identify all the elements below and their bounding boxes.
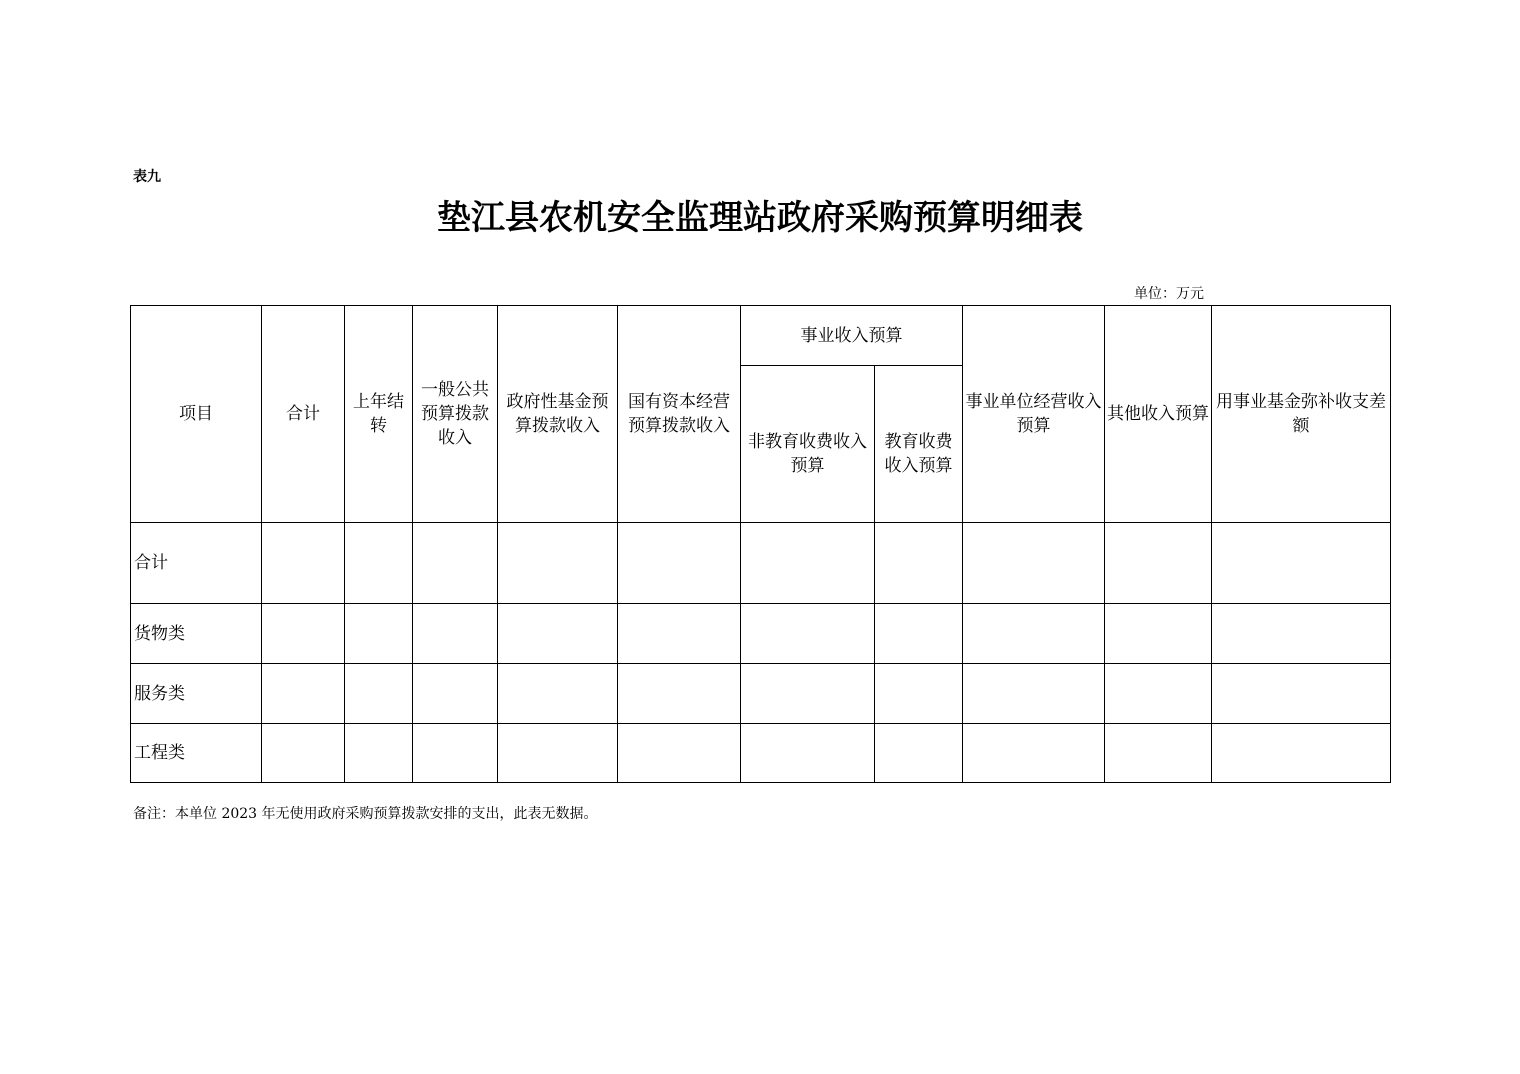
table-row [131, 724, 1391, 783]
table-cell [262, 604, 345, 664]
header-general-public-budget: 一般公共预算拨款收入 [413, 306, 498, 523]
row-label: 工程类 [131, 724, 262, 783]
row-label: 服务类 [131, 664, 262, 724]
table-cell [963, 523, 1105, 604]
table-row [131, 523, 1391, 604]
table-cell [345, 604, 413, 664]
header-state-capital-budget: 国有资本经营预算拨款收入 [618, 306, 741, 523]
table-cell [1105, 664, 1212, 724]
header-gov-fund-budget: 政府性基金预算拨款收入 [498, 306, 618, 523]
table-cell [741, 724, 875, 783]
header-operating-income: 事业单位经营收入预算 [963, 306, 1105, 523]
table-cell [498, 724, 618, 783]
table-cell [875, 604, 963, 664]
table-cell [262, 523, 345, 604]
table-cell [875, 523, 963, 604]
table-cell [1212, 604, 1391, 664]
footnote: 备注：本单位 2023 年无使用政府采购预算拨款安排的支出，此表无数据。 [133, 806, 598, 822]
page-title: 垫江县农机安全监理站政府采购预算明细表 [437, 198, 1083, 238]
table-number: 表九 [133, 169, 161, 185]
table-cell [1212, 664, 1391, 724]
header-other-income: 其他收入预算 [1105, 306, 1212, 523]
table-cell [498, 523, 618, 604]
table-cell [413, 724, 498, 783]
row-label: 货物类 [131, 604, 262, 664]
table-cell [262, 724, 345, 783]
row-label: 合计 [131, 523, 262, 604]
table-row [131, 604, 1391, 664]
table-cell [1105, 604, 1212, 664]
table-cell [963, 604, 1105, 664]
table-cell [1212, 523, 1391, 604]
header-total: 合计 [262, 306, 345, 523]
header-item: 项目 [131, 306, 262, 523]
table-cell [963, 724, 1105, 783]
table-cell [345, 523, 413, 604]
header-business-income-group: 事业收入预算 [741, 306, 963, 366]
table-cell [741, 523, 875, 604]
table-cell [498, 664, 618, 724]
table-cell [741, 604, 875, 664]
unit-label: 单位：万元 [1134, 286, 1204, 302]
table-cell [1105, 724, 1212, 783]
table-cell [875, 664, 963, 724]
table-cell [345, 724, 413, 783]
budget-table [130, 305, 1391, 783]
table-cell [741, 664, 875, 724]
header-fund-offset: 用事业基金弥补收支差额 [1212, 306, 1391, 523]
table-cell [963, 664, 1105, 724]
table-cell [618, 523, 741, 604]
header-edu-fee: 教育收费收入预算 [875, 366, 963, 523]
table-cell [413, 523, 498, 604]
table-cell [413, 664, 498, 724]
table-cell [498, 604, 618, 664]
table-cell [875, 724, 963, 783]
header-non-edu-fee: 非教育收费收入预算 [741, 366, 875, 523]
table-cell [618, 724, 741, 783]
table-row [131, 664, 1391, 724]
table-cell [1105, 523, 1212, 604]
table-cell [1212, 724, 1391, 783]
table-cell [413, 604, 498, 664]
table-cell [618, 664, 741, 724]
header-carryover: 上年结转 [345, 306, 413, 523]
table-cell [345, 664, 413, 724]
table-cell [618, 604, 741, 664]
table-cell [262, 664, 345, 724]
